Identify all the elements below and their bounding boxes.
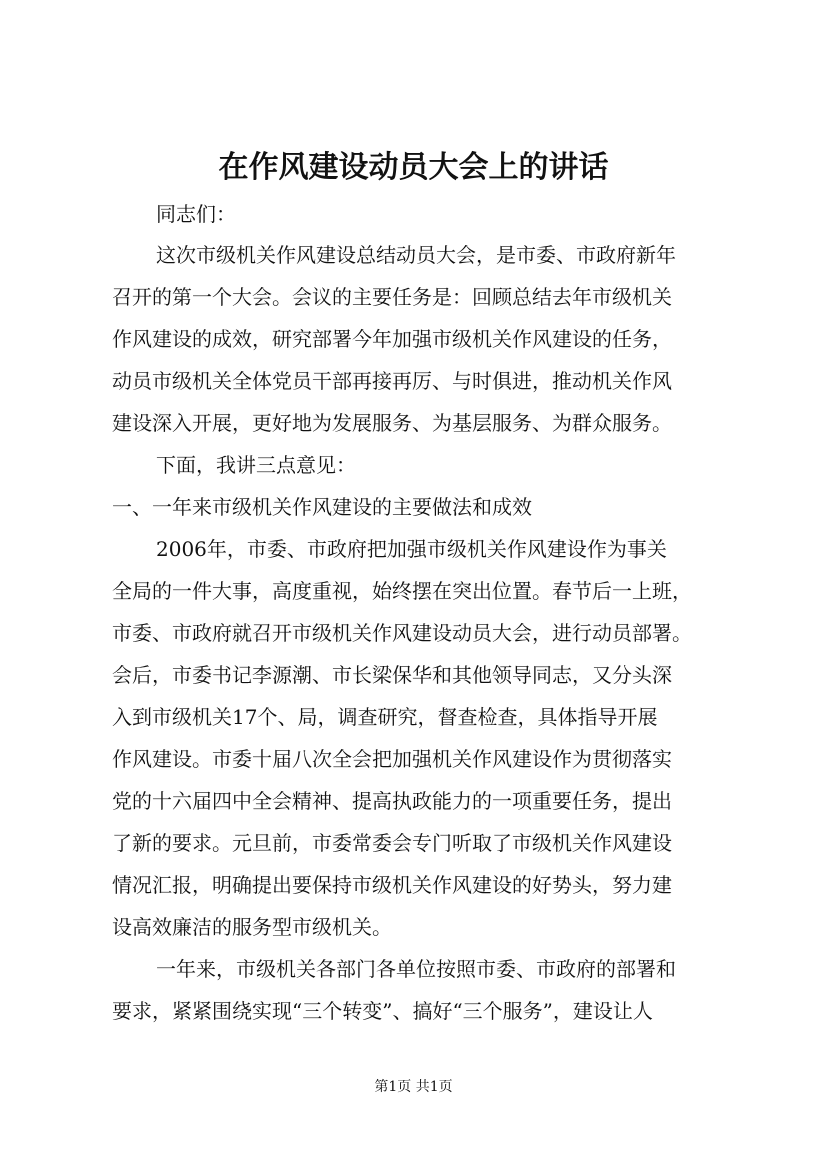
paragraph-line: 设高效廉洁的服务型市级机关。 xyxy=(112,915,392,939)
document-title: 在作风建设动员大会上的讲话 xyxy=(218,150,609,185)
paragraph-line: 会后，市委书记李源潮、市长梁保华和其他领导同志，又分头深 xyxy=(112,663,672,687)
paragraph-line: 全局的一件大事，高度重视，始终摆在突出位置。春节后一上班， xyxy=(112,579,692,603)
section-heading: 一、一年来市级机关作风建设的主要做法和成效 xyxy=(112,495,532,519)
paragraph-line: 情况汇报，明确提出要保持市级机关作风建设的好势头，努力建 xyxy=(112,873,672,897)
paragraph-line: 召开的第一个大会。会议的主要任务是：回顾总结去年市级机关 xyxy=(112,285,672,309)
paragraph-line: 2006年，市委、市政府把加强市级机关作风建设作为事关 xyxy=(156,537,667,561)
paragraph-line: 作风建设。市委十届八次全会把加强机关作风建设作为贯彻落实 xyxy=(112,747,672,771)
paragraph-line: 市委、市政府就召开市级机关作风建设动员大会，进行动员部署。 xyxy=(112,621,692,645)
paragraph-line: 入到市级机关17个、局，调查研究，督查检查，具体指导开展 xyxy=(112,705,658,729)
paragraph-line: 党的十六届四中全会精神、提高执政能力的一项重要任务，提出 xyxy=(112,789,672,813)
paragraph-line: 动员市级机关全体党员干部再接再厉、与时俱进，推动机关作风 xyxy=(112,369,672,393)
page-footer: 第1页 共1页 xyxy=(374,1079,453,1095)
paragraph-line: 要求，紧紧围绕实现“三个转变”、搞好“三个服务”，建设让人 xyxy=(112,999,653,1023)
paragraph-line: 一年来，市级机关各部门各单位按照市委、市政府的部署和 xyxy=(156,957,676,981)
paragraph-line: 建设深入开展，更好地为发展服务、为基层服务、为群众服务。 xyxy=(112,411,672,435)
paragraph-line: 这次市级机关作风建设总结动员大会，是市委、市政府新年 xyxy=(156,243,676,267)
paragraph-line: 下面，我讲三点意见： xyxy=(156,453,356,477)
salutation: 同志们： xyxy=(156,202,236,226)
paragraph-line: 了新的要求。元旦前，市委常委会专门听取了市级机关作风建设 xyxy=(112,831,672,855)
paragraph-line: 作风建设的成效，研究部署今年加强市级机关作风建设的任务， xyxy=(112,327,672,351)
